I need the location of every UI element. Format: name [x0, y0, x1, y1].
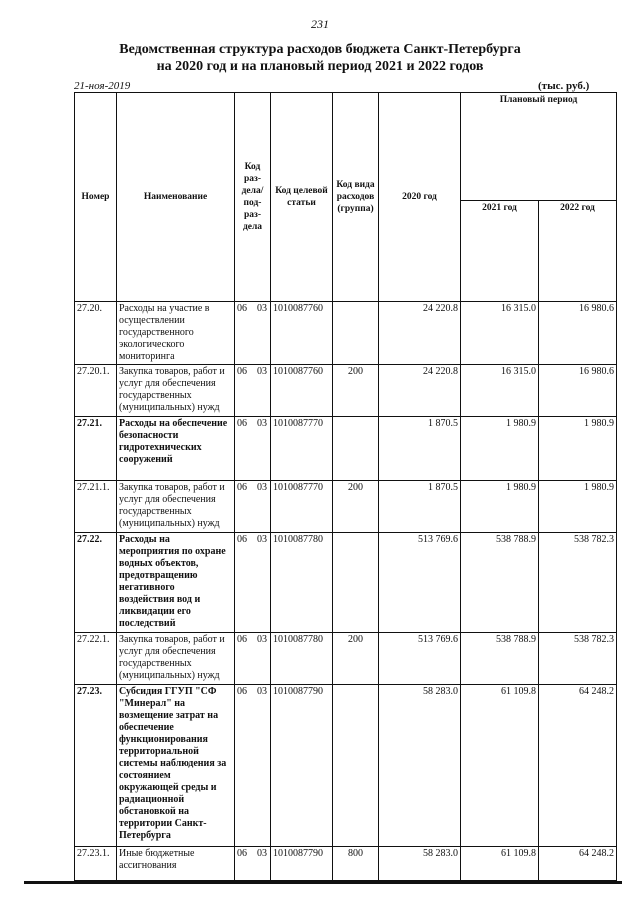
row-amount-2021: 1 980.9	[461, 417, 539, 481]
units-label: (тыс. руб.)	[538, 80, 590, 92]
table-row	[75, 417, 617, 481]
header-2020: 2020 год	[379, 93, 461, 302]
row-target-code: 1010087780	[271, 533, 333, 633]
row-target-code: 1010087760	[271, 302, 333, 365]
row-amount-2022: 64 248.2	[539, 847, 617, 881]
row-amount-2022: 1 980.9	[539, 481, 617, 533]
row-expense-type: 200	[333, 633, 379, 685]
row-expense-type: 800	[333, 847, 379, 881]
row-expense-type: 200	[333, 481, 379, 533]
table-body	[75, 302, 617, 881]
row-name: Расходы на участие в осуществлении государственного экологического мониторинга	[117, 302, 235, 365]
row-section-code	[235, 633, 271, 685]
row-section-code	[235, 365, 271, 417]
table-row	[75, 481, 617, 533]
section-code: 06	[237, 848, 247, 859]
row-name: Закупка товаров, работ и услуг для обеспечения государственных (муниципальных) нужд	[117, 481, 235, 533]
subsection-code: 03	[257, 366, 267, 377]
row-section-code	[235, 685, 271, 847]
table-row	[75, 685, 617, 847]
subsection-code: 03	[257, 482, 267, 493]
subsection-code: 03	[257, 303, 267, 314]
footer-rule	[24, 881, 622, 884]
table-row	[75, 847, 617, 881]
row-amount-2020: 58 283.0	[379, 685, 461, 847]
row-name: Закупка товаров, работ и услуг для обеспечения государственных (муниципальных) нужд	[117, 633, 235, 685]
row-amount-2022: 16 980.6	[539, 365, 617, 417]
table-row	[75, 302, 617, 365]
row-name: Расходы на мероприятия по охране водных объектов, предотвращению негативного воздействия вод и ликвидации его последствий	[117, 533, 235, 633]
row-section-code	[235, 481, 271, 533]
header-2022: 2022 год	[539, 201, 617, 302]
subsection-code: 03	[257, 534, 267, 545]
row-target-code: 1010087790	[271, 685, 333, 847]
row-number: 27.22.1.	[75, 633, 117, 685]
row-target-code: 1010087780	[271, 633, 333, 685]
section-code: 06	[237, 366, 247, 377]
row-amount-2022: 16 980.6	[539, 302, 617, 365]
table-row	[75, 633, 617, 685]
row-amount-2020: 24 220.8	[379, 302, 461, 365]
title-line-1: Ведомственная структура расходов бюджета Санкт-Петербурга	[119, 42, 521, 57]
row-name: Иные бюджетные ассигнования	[117, 847, 235, 881]
row-amount-2021: 538 788.9	[461, 533, 539, 633]
row-amount-2020: 513 769.6	[379, 533, 461, 633]
header-number: Номер	[75, 93, 117, 302]
section-code: 06	[237, 686, 247, 697]
section-code: 06	[237, 418, 247, 429]
row-amount-2021: 61 109.8	[461, 685, 539, 847]
subsection-code: 03	[257, 634, 267, 645]
row-amount-2021: 1 980.9	[461, 481, 539, 533]
row-number: 27.20.	[75, 302, 117, 365]
section-code: 06	[237, 534, 247, 545]
subsection-code: 03	[257, 686, 267, 697]
row-section-code	[235, 302, 271, 365]
header-target: Код целевой статьи	[271, 93, 333, 302]
row-number: 27.21.1.	[75, 481, 117, 533]
header-expense-type: Код вида расходов (группа)	[333, 93, 379, 302]
report-date: 21-ноя-2019	[74, 80, 131, 92]
row-amount-2022: 1 980.9	[539, 417, 617, 481]
budget-table	[74, 92, 617, 881]
row-number: 27.22.	[75, 533, 117, 633]
row-expense-type	[333, 417, 379, 481]
row-section-code	[235, 533, 271, 633]
table-row	[75, 365, 617, 417]
row-name: Расходы на обеспечение безопасности гидротехнических сооружений	[117, 417, 235, 481]
table-header-row	[75, 93, 617, 201]
row-number: 27.23.	[75, 685, 117, 847]
row-amount-2020: 24 220.8	[379, 365, 461, 417]
row-amount-2022: 538 782.3	[539, 533, 617, 633]
row-number: 27.20.1.	[75, 365, 117, 417]
row-name: Субсидия ГГУП "СФ "Минерал" на возмещение затрат на обеспечение функционирования территориальной системы наблюдения за состоянием окружающей среды и радиационной обстановкой на территории Санкт-Петербурга	[117, 685, 235, 847]
subsection-code: 03	[257, 418, 267, 429]
row-amount-2020: 58 283.0	[379, 847, 461, 881]
table-row	[75, 533, 617, 633]
row-name: Закупка товаров, работ и услуг для обеспечения государственных (муниципальных) нужд	[117, 365, 235, 417]
row-amount-2021: 16 315.0	[461, 365, 539, 417]
row-expense-type	[333, 533, 379, 633]
header-2021: 2021 год	[461, 201, 539, 302]
row-target-code: 1010087770	[271, 481, 333, 533]
page-number: 231	[311, 17, 329, 31]
row-amount-2021: 16 315.0	[461, 302, 539, 365]
row-target-code: 1010087760	[271, 365, 333, 417]
row-amount-2022: 64 248.2	[539, 685, 617, 847]
header-section: Код раз-дела/ под-раз-дела	[235, 93, 271, 302]
row-number: 27.23.1.	[75, 847, 117, 881]
page-title	[0, 41, 640, 75]
section-code: 06	[237, 303, 247, 314]
header-plan-period: Плановый период	[461, 93, 617, 201]
section-code: 06	[237, 482, 247, 493]
row-amount-2021: 538 788.9	[461, 633, 539, 685]
row-amount-2020: 1 870.5	[379, 417, 461, 481]
subsection-code: 03	[257, 848, 267, 859]
row-section-code	[235, 847, 271, 881]
row-amount-2022: 538 782.3	[539, 633, 617, 685]
header-name: Наименование	[117, 93, 235, 302]
row-amount-2020: 1 870.5	[379, 481, 461, 533]
title-line-2: на 2020 год и на плановый период 2021 и 2022 годов	[156, 59, 484, 74]
section-code: 06	[237, 634, 247, 645]
row-target-code: 1010087770	[271, 417, 333, 481]
row-expense-type	[333, 302, 379, 365]
row-section-code	[235, 417, 271, 481]
row-amount-2020: 513 769.6	[379, 633, 461, 685]
row-target-code: 1010087790	[271, 847, 333, 881]
row-amount-2021: 61 109.8	[461, 847, 539, 881]
row-expense-type	[333, 685, 379, 847]
row-expense-type: 200	[333, 365, 379, 417]
row-number: 27.21.	[75, 417, 117, 481]
